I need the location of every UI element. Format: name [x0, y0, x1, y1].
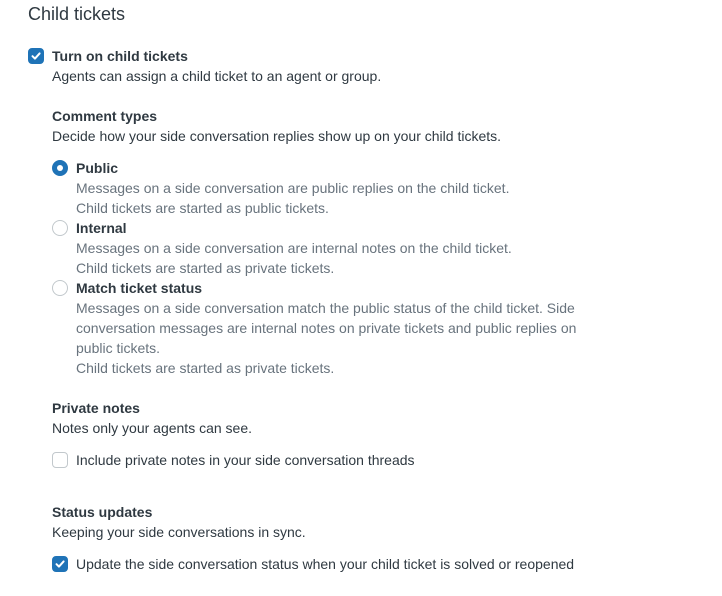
comment-types-description: Decide how your side conversation replies show up on your child tickets.: [52, 128, 502, 144]
turn-on-child-tickets-checkbox[interactable]: [28, 48, 44, 64]
match-ticket-status-hint-line: public tickets.: [76, 340, 161, 356]
checkmark-icon: [30, 50, 42, 62]
private-notes-heading: Private notes: [52, 400, 140, 416]
match-ticket-status-hint-line: conversation messages are internal notes on private tickets and public replies on: [76, 320, 577, 336]
include-private-notes-checkbox[interactable]: [52, 452, 68, 468]
internal-radio-label[interactable]: Internal: [76, 220, 127, 236]
match-ticket-status-hint-line: Messages on a side conversation match the public status of the child ticket. Side: [76, 300, 575, 316]
internal-hint-line: Child tickets are started as private tickets.: [76, 260, 335, 276]
public-hint-line: Child tickets are started as public tickets.: [76, 200, 329, 216]
page-title: Child tickets: [28, 4, 126, 24]
match-ticket-status-hint-line: Child tickets are started as private tickets.: [76, 360, 335, 376]
match-ticket-status-radio[interactable]: [52, 280, 68, 296]
include-private-notes-label[interactable]: Include private notes in your side conversation threads: [76, 452, 415, 468]
status-updates-heading: Status updates: [52, 504, 153, 520]
update-status-checkbox[interactable]: [52, 556, 68, 572]
public-hint-line: Messages on a side conversation are public replies on the child ticket.: [76, 180, 510, 196]
match-ticket-status-radio-label[interactable]: Match ticket status: [76, 280, 203, 296]
private-notes-description: Notes only your agents can see.: [52, 420, 253, 436]
comment-types-heading: Comment types: [52, 108, 158, 124]
radio-dot-icon: [57, 165, 63, 171]
internal-radio[interactable]: [52, 220, 68, 236]
update-status-label[interactable]: Update the side conversation status when your child ticket is solved or reopened: [76, 556, 575, 572]
status-updates-description: Keeping your side conversations in sync.: [52, 524, 306, 540]
public-radio[interactable]: [52, 160, 68, 176]
turn-on-child-tickets-hint: Agents can assign a child ticket to an agent or group.: [52, 68, 382, 84]
turn-on-child-tickets-label[interactable]: Turn on child tickets: [52, 48, 188, 64]
checkmark-icon: [54, 558, 66, 570]
public-radio-label[interactable]: Public: [76, 160, 119, 176]
internal-hint-line: Messages on a side conversation are internal notes on the child ticket.: [76, 240, 512, 256]
